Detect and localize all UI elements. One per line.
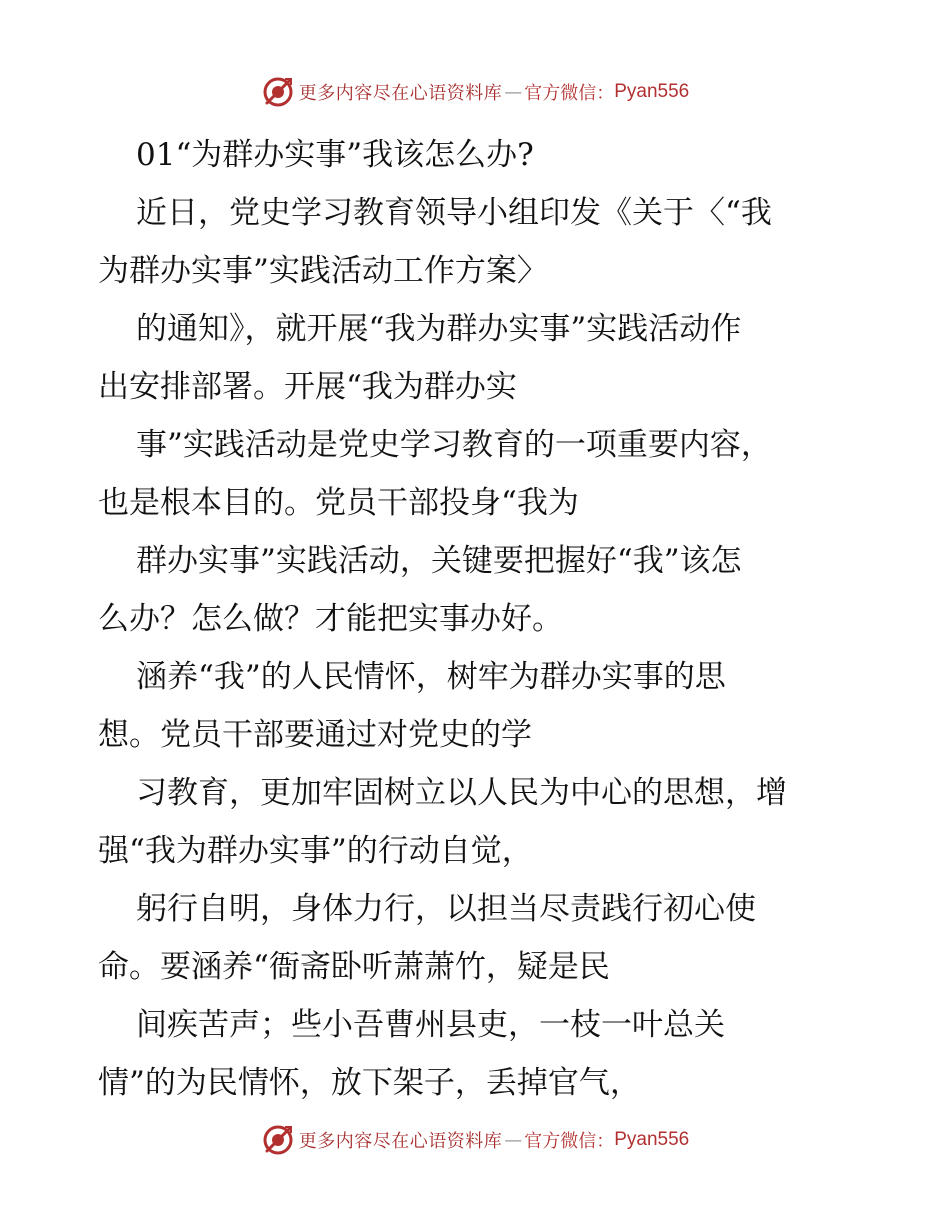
text-line: 群办实事”实践活动，关键要把握好“我”该怎 bbox=[136, 543, 742, 579]
text-line: 涵养“我”的人民情怀，树牢为群办实事的思 bbox=[136, 659, 726, 695]
banner-wechat-id: Pyan556 bbox=[614, 81, 690, 102]
text-line: 出安排部署。开展“我为群办实 bbox=[98, 369, 517, 405]
text-line: 情”的为民情怀，放下架子，丢掉官气， bbox=[98, 1065, 641, 1101]
banner-text: 更多内容尽在心语资料库 bbox=[298, 83, 503, 104]
banner-wechat-id: Pyan556 bbox=[614, 1129, 690, 1150]
footer-watermark-banner bbox=[0, 1120, 950, 1160]
text-line: 习教育，更加牢固树立以人民为中心的思想，增 bbox=[136, 775, 787, 811]
text-line: 01“为群办实事”我该怎么办? bbox=[136, 137, 534, 173]
text-line: 躬行自明，身体力行，以担当尽责践行初心使 bbox=[136, 891, 756, 927]
banner-wechat-label: 官方微信： bbox=[524, 1131, 615, 1152]
banner-text: 更多内容尽在心语资料库 bbox=[298, 1131, 503, 1152]
text-line: 命。要涵养“衙斋卧听萧萧竹，疑是民 bbox=[98, 949, 610, 985]
brand-logo-icon bbox=[261, 1123, 295, 1157]
text-line: 想。党员干部要通过对党史的学 bbox=[98, 717, 532, 753]
text-line: 也是根本目的。党员干部投身“我为 bbox=[98, 485, 579, 521]
text-line: 间疾苦声；些小吾曹州县吏，一枝一叶总关 bbox=[136, 1007, 725, 1043]
text-line: 强“我为群办实事”的行动自觉， bbox=[98, 833, 533, 869]
banner-separator: — bbox=[504, 1129, 523, 1151]
text-line: 事”实践活动是党史学习教育的一项重要内容， bbox=[136, 427, 772, 463]
text-line: 的通知》，就开展“我为群办实事”实践活动作 bbox=[136, 311, 742, 347]
text-line: 为群办实事”实践活动工作方案〉 bbox=[98, 253, 548, 289]
banner-separator: — bbox=[504, 81, 523, 103]
header-watermark-banner bbox=[0, 72, 950, 112]
text-line: 近日，党史学习教育领导小组印发《关于〈“我 bbox=[136, 195, 772, 231]
article-body bbox=[98, 126, 858, 1112]
banner-wechat-label: 官方微信： bbox=[524, 83, 615, 104]
text-line: 么办？怎么做？才能把实事办好。 bbox=[98, 601, 563, 637]
brand-logo-icon bbox=[261, 75, 295, 109]
